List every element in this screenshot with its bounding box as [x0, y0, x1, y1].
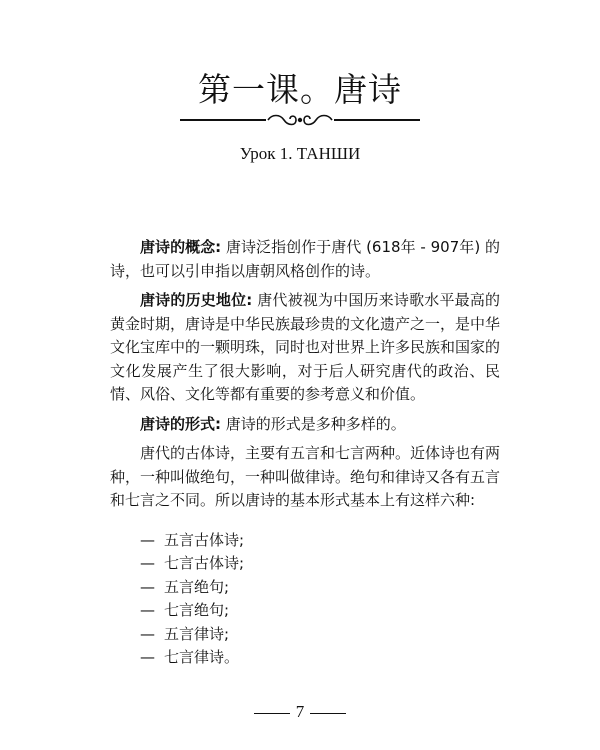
title-ornament-icon: [180, 112, 420, 128]
paragraph-text: 唐代被视为中国历来诗歌水平最高的黄金时期，唐诗是中华民族最珍贵的文化遗产之一，是中华文化宝库中的一颗明珠，同时也对世界上许多民族和国家的文化发展产生了很大影响，对于后人研究唐代的政治、民情、风俗、文化等都有重要的参考意义和价值。: [110, 291, 501, 403]
paragraph-text: 唐诗的形式是多种多样的。: [221, 414, 406, 433]
lesson-body: [110, 236, 500, 670]
paragraph-concept: [110, 236, 500, 283]
list-item-text: 五言古体诗;: [164, 530, 245, 549]
list-dash: —: [140, 554, 155, 572]
list-item-text: 七言古体诗;: [164, 554, 245, 572]
list-dash: —: [140, 624, 155, 643]
list-item: [140, 623, 500, 647]
page-number: 7: [295, 702, 305, 721]
list-dash: —: [140, 601, 155, 619]
paragraph-lead: 唐诗的概念:: [140, 238, 222, 256]
list-item: [140, 646, 500, 670]
paragraph-text: 唐代的古体诗，主要有五言和七言两种。近体诗也有两种，一种叫做绝句，一种叫做律诗。绝句和律诗又各有五言和七言之不同。所以唐诗的基本形式基本上有这样六种:: [110, 444, 501, 509]
footer-rule-right: [310, 713, 346, 714]
list-item: [140, 599, 500, 623]
paragraph-text: 唐诗泛指创作于唐代 (618年 - 907年) 的诗，也可以引申指以唐朝风格创作的诗。: [110, 238, 500, 280]
paragraph-types: [110, 442, 500, 513]
paragraph-lead: 唐诗的历史地位:: [140, 291, 253, 309]
list-dash: —: [140, 577, 155, 596]
list-item-text: 五言绝句;: [164, 577, 230, 596]
list-dash: —: [140, 648, 155, 666]
list-item-text: 七言绝句;: [164, 601, 230, 619]
lesson-subtitle: Урок 1. ТАНШИ: [239, 144, 361, 163]
lesson-title: 第一课。唐诗: [198, 70, 402, 109]
footer-rule-left: [254, 713, 290, 714]
list-dash: —: [140, 530, 155, 549]
list-item: [140, 576, 500, 600]
paragraph-lead: 唐诗的形式:: [140, 414, 221, 433]
poem-forms-list: [110, 529, 500, 670]
page-footer: [0, 702, 600, 722]
list-item-text: 七言律诗。: [164, 648, 240, 666]
paragraph-history: [110, 289, 500, 407]
paragraph-form: [110, 413, 500, 437]
list-item-text: 五言律诗;: [164, 624, 230, 643]
list-item: [140, 529, 500, 553]
list-item: [140, 552, 500, 576]
